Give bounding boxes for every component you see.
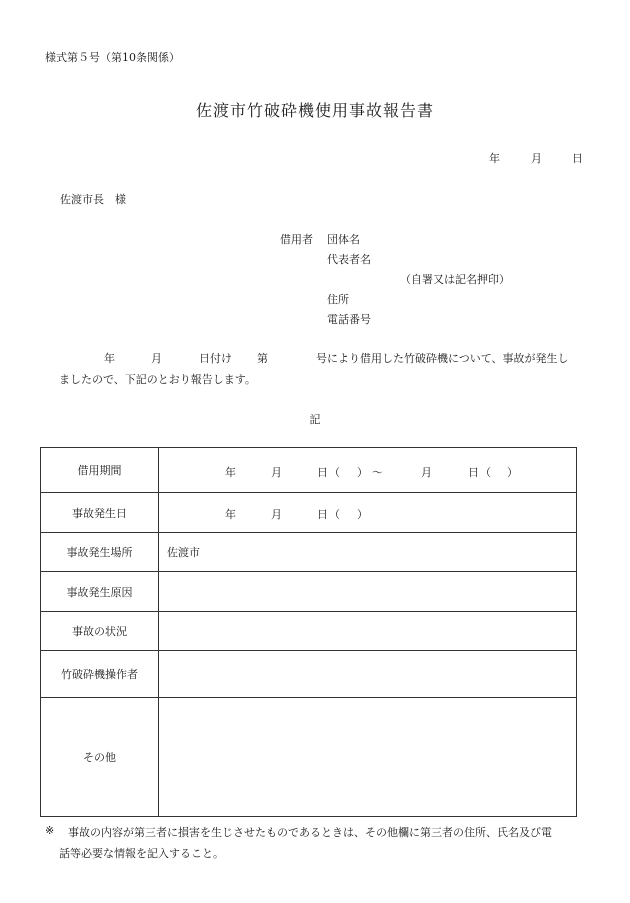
- other-field[interactable]: [159, 698, 577, 817]
- body-number-prefix: 第: [257, 352, 268, 365]
- table-row: [41, 651, 577, 698]
- period-field[interactable]: [159, 448, 577, 493]
- body-month: 月: [151, 352, 162, 365]
- cause-field[interactable]: [159, 572, 577, 612]
- page-title: 佐渡市竹破砕機使用事故報告書: [195, 101, 434, 120]
- report-table: [40, 447, 577, 817]
- date-month-label: 月: [531, 152, 542, 165]
- accident-paren-close: ）: [357, 508, 368, 521]
- period-paren-open2: （: [480, 466, 491, 479]
- body-day-suffix: 日付け: [199, 352, 232, 365]
- operator-field[interactable]: [159, 651, 577, 698]
- row-label-situation: 事故の状況: [41, 612, 159, 651]
- table-row: [41, 533, 577, 572]
- accident-year: 年: [225, 508, 236, 521]
- addressee: 佐渡市長 様: [60, 193, 126, 206]
- note-mark: ※: [45, 824, 55, 837]
- ki-heading: 記: [309, 413, 321, 426]
- period-paren-close2: ）: [507, 466, 518, 479]
- row-label-location: 事故発生場所: [41, 533, 159, 572]
- body-line1-rest: 号により借用した竹破砕機について、事故が発生し: [316, 352, 569, 365]
- address-label: 住所: [327, 293, 349, 306]
- signature-note: （自署又は記名押印）: [400, 273, 510, 286]
- accident-month: 月: [271, 508, 282, 521]
- table-row: [41, 448, 577, 493]
- period-day: 日: [317, 466, 328, 479]
- row-label-operator: 竹破砕機操作者: [41, 651, 159, 698]
- form-number: 様式第５号（第10条関係）: [45, 51, 180, 64]
- accident-date-field[interactable]: [159, 493, 577, 533]
- period-paren-close: ）: [357, 466, 368, 479]
- body-year: 年: [104, 352, 115, 365]
- period-year: 年: [225, 466, 236, 479]
- period-month: 月: [271, 466, 282, 479]
- phone-label: 電話番号: [327, 313, 371, 326]
- row-label-cause: 事故発生原因: [41, 572, 159, 612]
- period-month2: 月: [421, 466, 432, 479]
- date-year-label: 年: [489, 152, 500, 165]
- date-day-label: 日: [572, 152, 583, 165]
- org-name-label: 団体名: [327, 233, 360, 246]
- row-label-accident-date: 事故発生日: [41, 493, 159, 533]
- period-paren-open: （: [329, 466, 340, 479]
- note-line2: 話等必要な情報を記入すること。: [59, 847, 224, 860]
- table-row: [41, 698, 577, 817]
- accident-paren-open: （: [329, 508, 340, 521]
- note-line1: 事故の内容が第三者に損害を生じさせたものであるときは、その他欄に第三者の住所、氏名及び電: [68, 826, 552, 839]
- table-row: [41, 493, 577, 533]
- row-label-period: 借用期間: [41, 448, 159, 493]
- table-row: [41, 612, 577, 651]
- situation-field[interactable]: [159, 612, 577, 651]
- period-tilde: ～: [372, 466, 383, 479]
- accident-day: 日: [317, 508, 328, 521]
- row-label-other: その他: [41, 698, 159, 817]
- body-line2: ましたので、下記のとおり報告します。: [59, 373, 256, 386]
- table-row: [41, 572, 577, 612]
- location-field[interactable]: 佐渡市: [159, 533, 577, 572]
- applicant-role: 借用者: [280, 233, 313, 246]
- period-day2: 日: [468, 466, 479, 479]
- representative-label: 代表者名: [327, 253, 371, 266]
